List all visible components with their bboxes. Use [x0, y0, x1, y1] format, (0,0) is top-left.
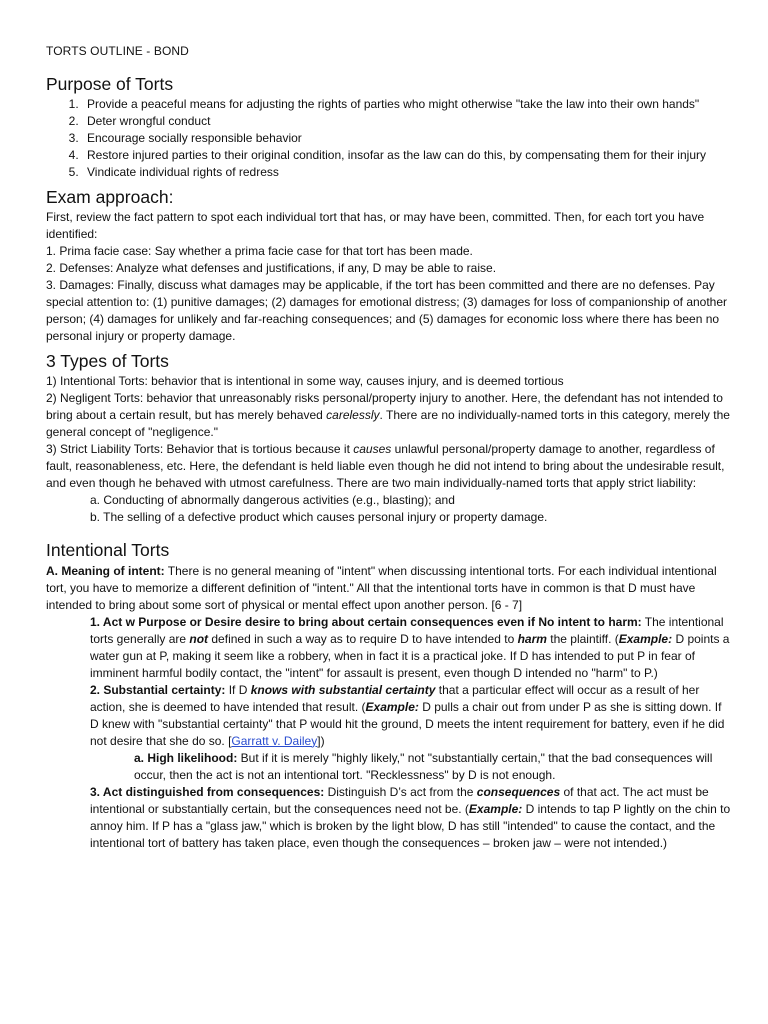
emphasis-text: not: [189, 631, 209, 646]
text-run: of that act. The act must be intentional or substantially certain, but the consequences need not be. (: [90, 784, 709, 816]
intent-substantial-certainty: [46, 682, 732, 750]
example-label: Example:: [365, 699, 419, 714]
exam-step-damages: 3. Damages: Finally, discuss what damages may be applicable, if the tort has been committed and there are no defenses. Pay special attention to: (1) punitive damages; (2) damages for emotional distress; (3) damages for loss of companionship of another person; (4) damages for unlikely and far-reaching consequences; and (5) damages for economic loss where there has been no personal injury or property damage.: [46, 278, 728, 344]
text-run: The intentional torts generally are: [90, 614, 724, 646]
emphasis-text: harm: [517, 631, 547, 646]
text-run: D intends to tap P lightly on the chin to annoy him. If P has a "glass jaw," which is broken by the light blow, D has still "intended" to cause the contact, and the intentional tort of battery has taken place, even though the consequences – broken jaw – were not intended.): [90, 801, 731, 850]
bold-label: 2. Substantial certainty:: [90, 682, 226, 697]
text-run: Distinguish D’s act from the: [324, 784, 477, 799]
intent-act-vs-consequences: [46, 784, 732, 852]
list-item: 3. Encourage socially responsible behavior: [82, 130, 732, 147]
type-intentional: 1) Intentional Torts: behavior that is intentional in some way, causes injury, and is deemed tortious: [46, 374, 564, 389]
text-run: unlawful personal/property damage to another, regardless of fault, reasonableness, etc. Here, the defendant is held liable even though he did not intend to bring about the undesirable result, and even though he behaved with utmost carefulness. There are two main individually-named torts that apply strict liability:: [46, 442, 725, 491]
heading-purpose-of-torts: Purpose of Torts: [46, 74, 174, 94]
purpose-list: [46, 96, 732, 181]
text-run: There is no general meaning of "intent" when discussing intentional torts. For each individual intentional tort, you have to memorize a different definition of "intent." All that the intentional torts have in common is that D must have intended to bring about some sort of physical or mental effect upon another person. [6 - 7]: [46, 563, 717, 612]
bold-label: 3. Act distinguished from consequences:: [90, 784, 325, 799]
emphasis-text: consequences: [476, 784, 561, 799]
document-title: TORTS OUTLINE - BOND: [46, 44, 189, 58]
bold-label: a. High likelihood:: [134, 750, 238, 765]
heading-intentional-torts: Intentional Torts: [46, 540, 170, 561]
strict-liability-item-a: a. Conducting of abnormally dangerous activities (e.g., blasting); and: [90, 493, 455, 508]
exam-intro: First, review the fact pattern to spot each individual tort that has, or may have been, committed. Then, for each tort you have identified:: [46, 210, 705, 242]
example-label: Example:: [468, 801, 523, 816]
exam-step-prima-facie: 1. Prima facie case: Say whether a prima facie case for that tort has been made.: [46, 244, 473, 259]
text-run: the plaintiff. (: [546, 631, 619, 646]
spacer: [46, 526, 732, 540]
exam-step-defenses: 2. Defenses: Analyze what defenses and justifications, if any, D may be able to raise.: [46, 261, 497, 276]
type-negligent: [46, 390, 732, 441]
text-run: ]): [317, 733, 325, 748]
text-run: 3) Strict Liability Torts: Behavior that is tortious because it: [46, 442, 354, 457]
text-run: 2) Negligent Torts: behavior that unreasonably risks personal/property injury to another. Here, the defendant has not intended to bring about a certain result, but has merely behaved: [46, 391, 723, 423]
example-label: Example:: [618, 631, 673, 646]
heading-exam-approach: Exam approach:: [46, 187, 174, 208]
text-run: that a particular effect will occur as a result of her action, she is deemed to have intended that result. (: [90, 682, 700, 714]
list-item: 2. Deter wrongful conduct: [82, 113, 732, 130]
text-run: If D: [225, 682, 251, 697]
bold-label: A. Meaning of intent:: [46, 563, 165, 578]
list-item: 4. Restore injured parties to their original condition, insofar as the law can do this, by compensating them for their injury: [82, 147, 732, 164]
text-run: But if it is merely "highly likely," not "substantially certain," that the bad consequences will occur, then the act is not an intentional tort. "Recklessness" by D is not enough.: [134, 750, 713, 782]
list-item: 5. Vindicate individual rights of redress: [82, 164, 732, 181]
emphasis-text: carelessly: [326, 408, 380, 423]
text-run: D points a water gun at P, making it seem like a robbery, when in fact it is a practical joke. If D has intended to put P in fear of imminent harmful bodily contact, the "intent" for assault is present, even though D intended no "harm" to P.): [90, 631, 730, 680]
emphasis-text: knows with substantial certainty: [250, 682, 436, 697]
text-run: . There are no individually-named torts in this category, merely the general concept of "negligence.": [46, 408, 730, 440]
case-link-garratt-v-dailey[interactable]: Garratt v. Dailey: [231, 733, 318, 748]
text-run: D pulls a chair out from under P as she is sitting down. If D knew with "substantial certainty" that P would hit the ground, D meets the intent requirement for battery, even if he did not desire that she do so. [: [90, 699, 725, 748]
text-run: defined in such a way as to require D to have intended to: [208, 631, 518, 646]
intent-purpose-desire: [46, 614, 732, 682]
intent-high-likelihood: [46, 750, 732, 784]
list-item: 1. Provide a peaceful means for adjusting the rights of parties who might otherwise "take the law into their own hands": [82, 96, 732, 113]
emphasis-text: causes: [353, 442, 392, 457]
meaning-of-intent: [46, 563, 732, 614]
type-strict-liability: [46, 441, 732, 492]
strict-liability-item-b: b. The selling of a defective product which causes personal injury or property damage.: [90, 510, 548, 525]
bold-label: 1. Act w Purpose or Desire desire to bring about certain consequences even if No intent to harm:: [90, 614, 642, 629]
heading-types-of-torts: 3 Types of Torts: [46, 351, 169, 372]
